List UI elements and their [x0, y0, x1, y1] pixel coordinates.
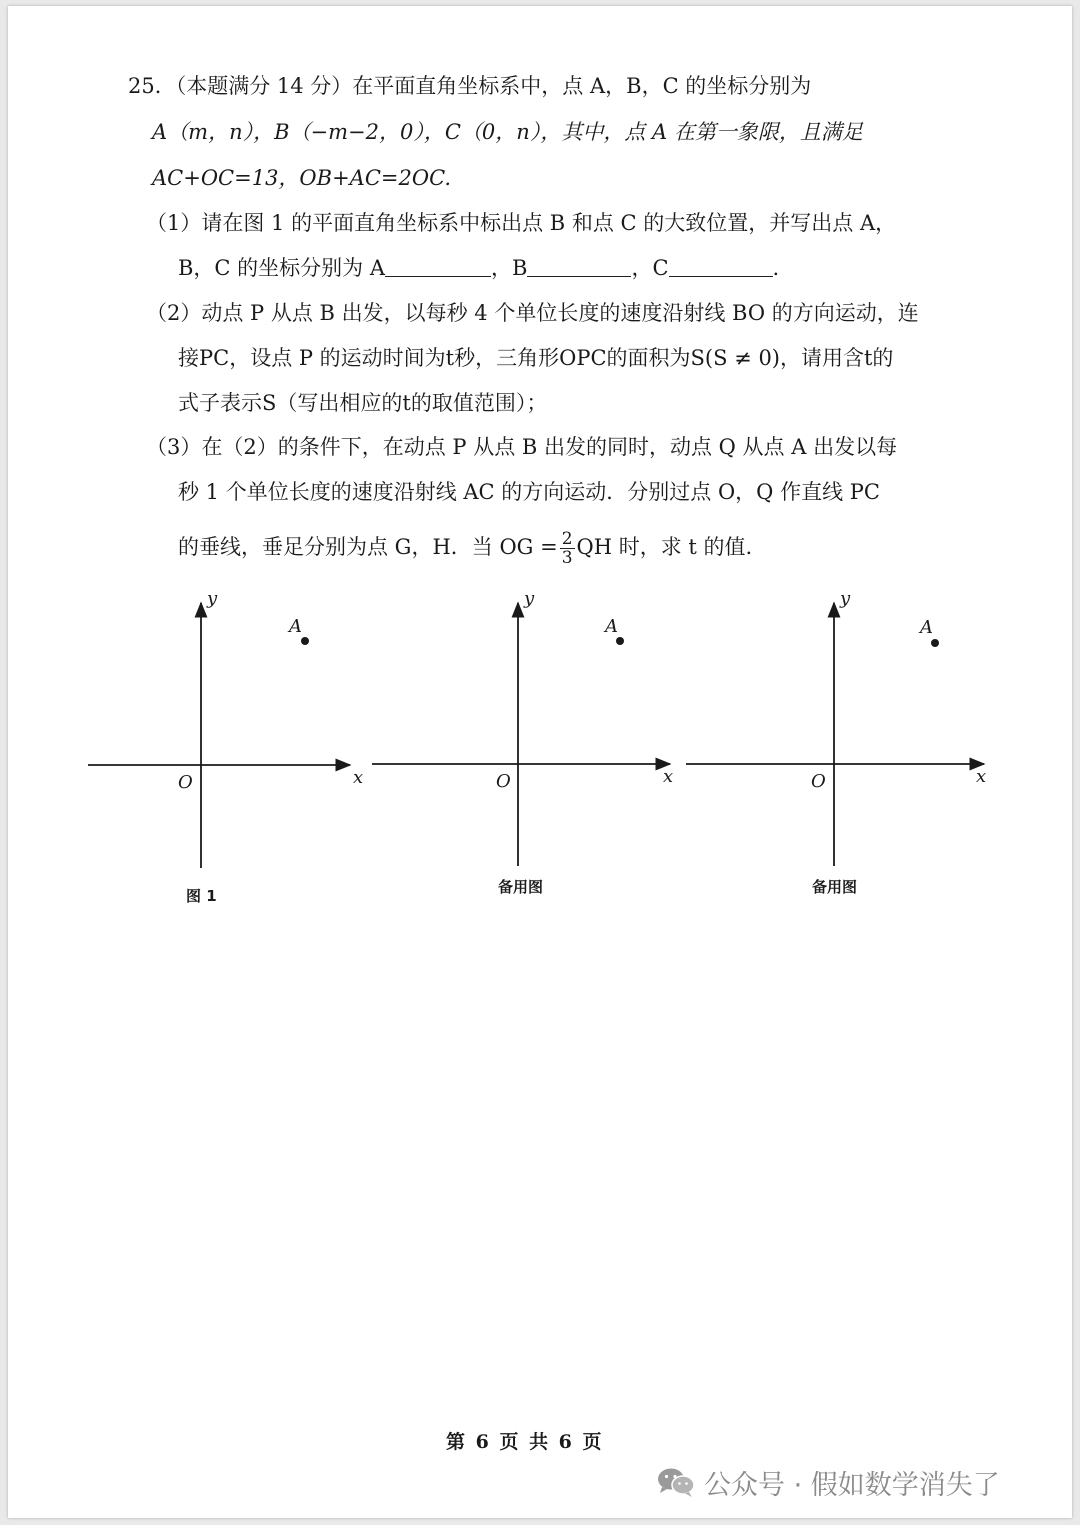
part1-line1: （1）请在图 1 的平面直角坐标系中标出点 B 和点 C 的大致位置，并写出点 A，: [146, 211, 897, 235]
problem-header: 25．（本题满分 14 分）在平面直角坐标系中，点 A，B，C 的坐标分别为: [128, 74, 812, 98]
part1-sep-c: ，C: [631, 256, 669, 280]
watermark: [656, 1462, 1000, 1502]
problem-given-line3: AC+OC=13，OB+AC=2OC.: [152, 166, 452, 190]
part2-line1: （2）动点 P 从点 B 出发，以每秒 4 个单位长度的速度沿射线 BO 的方向运动，连: [146, 301, 919, 325]
part1-end: .: [772, 256, 780, 280]
y-axis-label: y: [524, 588, 535, 609]
x-axis-label: x: [976, 766, 987, 787]
part1-sep-b: ，B: [491, 256, 528, 280]
figure-2-caption: 备用图: [498, 878, 544, 896]
page-footer: 第 6 页 共 6 页: [446, 1431, 604, 1453]
problem-given-line2: A（m，n），B（−m−2，0），C（0，n），其中，点 A 在第一象限，且满足: [152, 120, 863, 144]
point-a-label: A: [289, 616, 302, 637]
point-a-label: A: [920, 617, 933, 638]
origin-label: O: [811, 771, 826, 792]
answer-blank-b[interactable]: [527, 256, 631, 277]
fraction-denominator: 3: [561, 548, 573, 568]
origin-label: O: [178, 772, 193, 793]
part2-line3: 式子表示S（写出相应的t的取值范围）；: [178, 391, 548, 415]
figure-1-caption: 图 1: [186, 887, 217, 905]
answer-blank-c[interactable]: [669, 256, 773, 277]
origin-label: O: [496, 771, 511, 792]
answer-blank-a[interactable]: [385, 256, 491, 277]
x-axis-label: x: [353, 767, 364, 788]
fraction-two-thirds: [560, 530, 575, 567]
part3-line3-prefix: 的垂线，垂足分别为点 G，H．当 OG =: [178, 535, 558, 559]
watermark-text: 公众号 · 假如数学消失了: [704, 1469, 1000, 1501]
part3-line2: 秒 1 个单位长度的速度沿射线 AC 的方向运动．分别过点 O，Q 作直线 PC: [178, 480, 880, 504]
y-axis-label: y: [207, 588, 218, 609]
part2-line2: 接PC，设点 P 的运动时间为t秒，三角形OPC的面积为S(S ≠ 0)，请用含t的: [178, 346, 894, 370]
part3-line3: [178, 530, 752, 567]
x-axis-label: x: [663, 766, 674, 787]
figure-3-caption: 备用图: [812, 878, 858, 896]
y-axis-label: y: [840, 588, 851, 609]
part1-line2: [178, 254, 779, 282]
part1-prefix: B，C 的坐标分别为 A: [178, 256, 386, 280]
part3-line1: （3）在（2）的条件下，在动点 P 从点 B 出发的同时，动点 Q 从点 A 出发以每: [146, 435, 898, 459]
part3-line3-suffix: QH 时，求 t 的值.: [576, 535, 753, 559]
wechat-icon: [656, 1465, 696, 1499]
fraction-numerator: 2: [561, 529, 573, 549]
point-a-label: A: [605, 616, 618, 637]
